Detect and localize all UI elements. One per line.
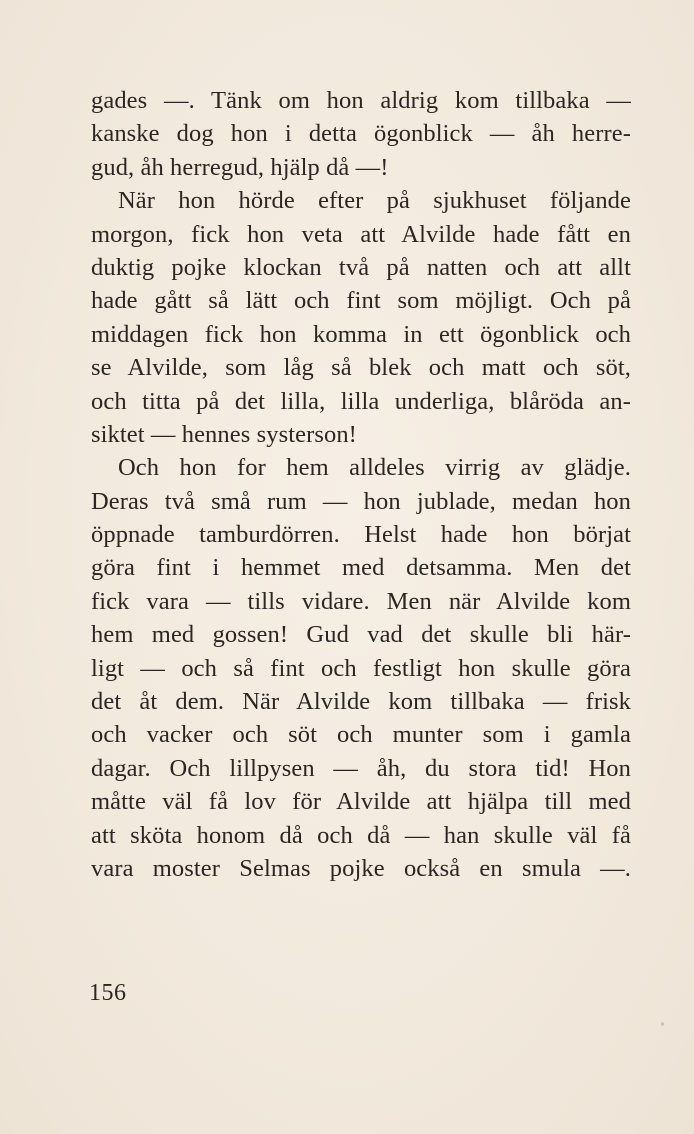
text-line-5: morgon, fick hon veta att Alvilde hade fått en (91, 220, 631, 248)
page-number: 156 (89, 980, 127, 1006)
text-line-11: siktet — hennes systerson! (91, 420, 357, 448)
text-line-9: se Alvilde, som låg så blek och matt och söt, (91, 354, 631, 382)
text-line-7: hade gått så lätt och fint som möjligt. Och på (91, 287, 631, 315)
text-line-15: göra fint i hemmet med detsamma. Men det (91, 554, 631, 582)
paper-speck (661, 1022, 664, 1026)
text-line-16: fick vara — tills vidare. Men när Alvilde kom (91, 587, 631, 615)
text-line-22: måtte väl få lov för Alvilde att hjälpa till med (91, 788, 631, 816)
text-line-10: och titta på det lilla, lilla underliga, blåröda an- (91, 387, 631, 415)
text-line-12: Och hon for hem alldeles virrig av glädje. (118, 454, 631, 482)
text-line-3: gud, åh herregud, hjälp då —! (91, 153, 389, 181)
text-line-6: duktig pojke klockan två på natten och att allt (91, 253, 631, 281)
body-text (91, 84, 631, 885)
text-line-1: gades —. Tänk om hon aldrig kom tillbaka — (91, 87, 631, 114)
text-line-19: det åt dem. När Alvilde kom tillbaka — frisk (91, 688, 631, 716)
text-line-24: vara moster Selmas pojke också en smula —. (91, 854, 631, 882)
text-line-14: öppnade tamburdörren. Helst hade hon börjat (91, 521, 631, 549)
text-line-21: dagar. Och lillpysen — åh, du stora tid! Hon (91, 754, 631, 782)
text-line-17: hem med gossen! Gud vad det skulle bli här- (91, 621, 631, 649)
text-line-23: att sköta honom då och då — han skulle väl få (91, 821, 631, 849)
text-line-2: kanske dog hon i detta ögonblick — åh herre- (91, 120, 631, 148)
text-line-20: och vacker och söt och munter som i gamla (91, 721, 631, 749)
text-line-18: ligt — och så fint och festligt hon skulle göra (91, 654, 631, 682)
text-line-4: När hon hörde efter på sjukhuset följande (118, 187, 631, 215)
text-line-8: middagen fick hon komma in ett ögonblick och (91, 320, 631, 348)
text-line-13: Deras två små rum — hon jublade, medan hon (91, 487, 631, 515)
